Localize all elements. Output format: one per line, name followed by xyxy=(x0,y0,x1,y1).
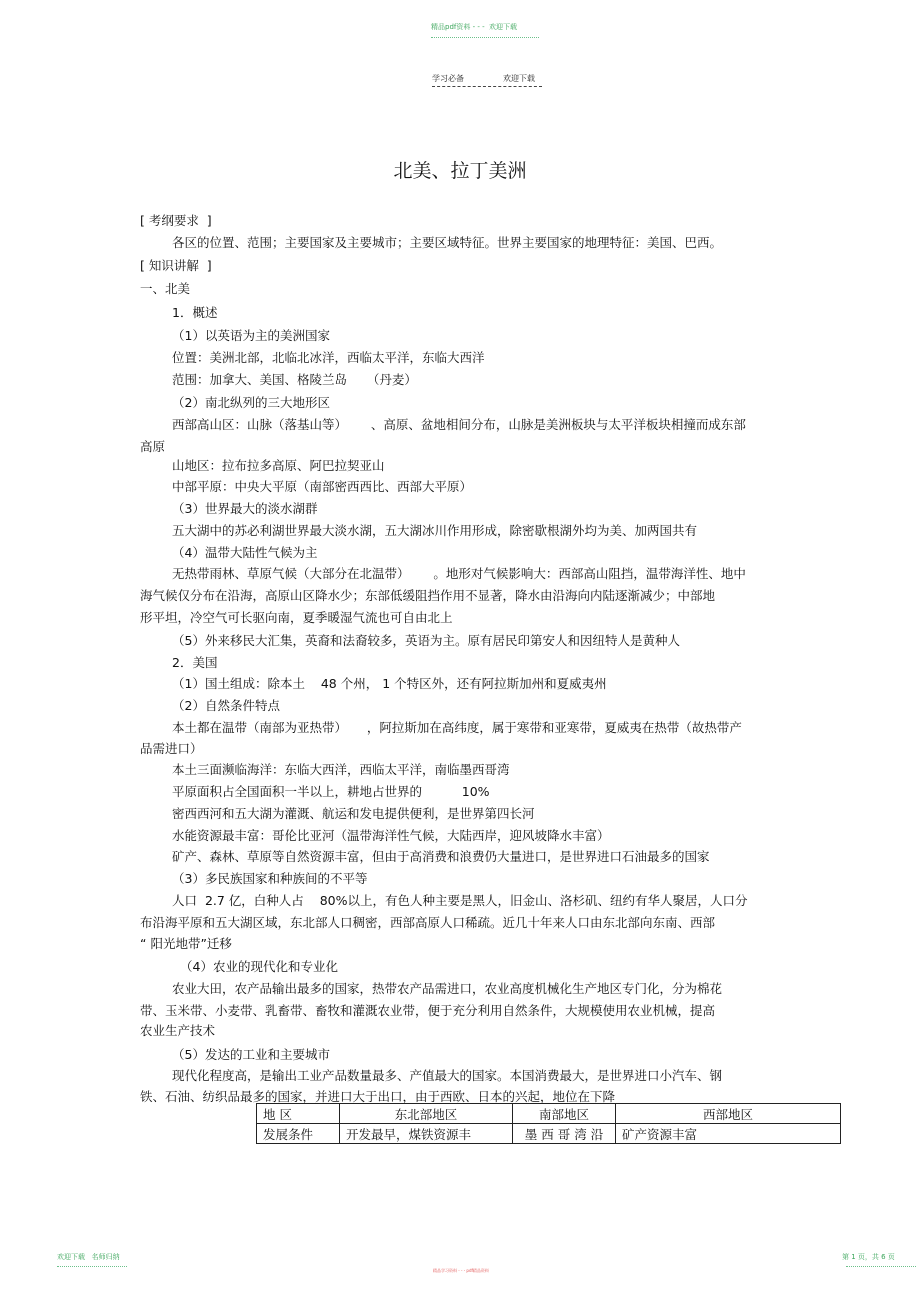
text-line: 各区的位置、范围；主要国家及主要城市；主要区域特征。世界主要国家的地理特征：美国、巴西。 xyxy=(172,235,723,250)
text-line: （3）多民族国家和种族间的不平等 xyxy=(172,871,368,886)
text-line: 人口 2.7 亿，白种人占 80%以上，有色人种主要是黑人，旧金山、洛杉矶、纽约有华人聚居，人口分 xyxy=(172,893,748,908)
table-row xyxy=(257,1124,841,1144)
footer-left-divider xyxy=(57,1266,127,1267)
text-line: 矿产、森林、草原等自然资源丰富，但由于高消费和浪费仍大量进口，是世界进口石油最多的国家 xyxy=(172,849,710,864)
text-line: 农业大田，农产品输出最多的国家，热带农产品需进口，农业高度机械化生产地区专门化，分为棉花 xyxy=(172,981,723,996)
table-header-cell: 西部地区 xyxy=(616,1104,841,1124)
header-left: 学习必备 xyxy=(432,74,464,83)
text-line: 密西西河和五大湖为灌溉、航运和发电提供便利，是世界第四长河 xyxy=(172,806,535,821)
header-right: 欢迎下载 xyxy=(503,74,535,83)
text-line: 农业生产技术 xyxy=(140,1023,216,1038)
text-line: （2）南北纵列的三大地形区 xyxy=(172,395,330,410)
text-line: （5）外来移民大汇集，英裔和法裔较多，英语为主。原有居民印第安人和因纽特人是黄种人 xyxy=(172,633,680,648)
subheading: 1．概述 xyxy=(172,305,218,320)
text-line: 水能资源最丰富：哥伦比亚河（温带海洋性气候，大陆西岸，迎风坡降水丰富） xyxy=(172,828,610,843)
subheading: 2．美国 xyxy=(172,655,218,670)
table-cell: 开发最早，煤铁资源丰 xyxy=(340,1124,513,1144)
table-header-cell: 南部地区 xyxy=(513,1104,616,1124)
text-line: （5）发达的工业和主要城市 xyxy=(172,1047,330,1062)
text-line: 平原面积占全国面积一半以上，耕地占世界的 10% xyxy=(172,784,490,799)
text-line: （4）农业的现代化和专业化 xyxy=(180,959,338,974)
footer-right-divider xyxy=(846,1266,916,1267)
table-header-row xyxy=(257,1104,841,1124)
section-heading: 一、北美 xyxy=(140,281,191,296)
text-line: 现代化程度高，是输出工业产品数量最多、产值最大的国家。本国消费最大，是世界进口小汽车、钢 xyxy=(172,1068,723,1083)
text-line: 本土三面濒临海洋：东临大西洋，西临太平洋，南临墨西哥湾 xyxy=(172,762,510,777)
text-line: （1）以英语为主的美洲国家 xyxy=(172,328,330,343)
watermark-divider xyxy=(431,37,539,38)
section-heading: [ 知识讲解 ] xyxy=(140,258,212,273)
text-line: 西部高山区：山脉（落基山等） 、高原、盆地相间分布，山脉是美洲板块与太平洋板块相撞而成东部 xyxy=(172,417,746,432)
text-line: 中部平原：中央大平原（南部密西西比、西部大平原） xyxy=(172,479,473,494)
footer-center: 精品学习资料 - - - pdf精品资料 xyxy=(433,1268,489,1273)
text-line: 无热带雨林、草原气候（大部分在北温带） 。地形对气候影响大：西部高山阻挡，温带海洋性、地中 xyxy=(172,566,746,581)
text-line: 形平坦，冷空气可长驱向南，夏季暖湿气流也可自由北上 xyxy=(140,610,453,625)
text-line: 海气候仅分布在沿海，高原山区降水少；东部低缓阻挡作用不显著，降水由沿海向内陆逐渐减少；中部地 xyxy=(140,588,716,603)
table-header-cell: 东北部地区 xyxy=(340,1104,513,1124)
footer-left: 欢迎下载 名师归纳 xyxy=(57,1253,120,1261)
watermark-top: 精品pdf资料 - - - 欢迎下载 xyxy=(431,23,518,31)
text-line: 铁、石油、纺织品最多的国家，并进口大于出口，由于西欧、日本的兴起，地位在下降 xyxy=(140,1089,616,1104)
text-line: （2）自然条件特点 xyxy=(172,698,280,713)
text-line: （3）世界最大的淡水湖群 xyxy=(172,501,318,516)
text-line: 高原 xyxy=(140,439,166,454)
table-cell: 墨 西 哥 湾 沿 xyxy=(513,1124,616,1144)
text-line: “ 阳光地带”迁移 xyxy=(140,936,232,951)
text-line: 带、玉米带、小麦带、乳畜带、畜牧和灌溉农业带，便于充分利用自然条件，大规模使用农业机械，提高 xyxy=(140,1003,716,1018)
text-line: （4）温带大陆性气候为主 xyxy=(172,545,318,560)
region-table xyxy=(256,1103,841,1144)
text-line: 本土都在温带（南部为亚热带） ，阿拉斯加在高纬度，属于寒带和亚寒带，夏威夷在热带（故热带产 xyxy=(172,720,742,735)
text-line: 山地区：拉布拉多高原、阿巴拉契亚山 xyxy=(172,458,385,473)
page-number: 第 1 页，共 6 页 xyxy=(842,1253,895,1261)
text-line: 布沿海平原和五大湖区域，东北部人口稠密，西部高原人口稀疏。近几十年来人口由东北部向东南、西部 xyxy=(140,915,716,930)
table-cell: 矿产资源丰富 xyxy=(616,1124,841,1144)
page-title: 北美、拉丁美洲 xyxy=(393,160,527,182)
text-line: 品需进口） xyxy=(140,741,203,756)
text-line: 范围：加拿大、美国、格陵兰岛 （丹麦） xyxy=(172,372,417,387)
text-line: （1）国土组成：除本土 48 个州， 1 个特区外，还有阿拉斯加州和夏威夷州 xyxy=(172,676,607,691)
text-line: 位置：美洲北部，北临北冰洋，西临太平洋，东临大西洋 xyxy=(172,350,485,365)
table-cell: 发展条件 xyxy=(257,1124,340,1144)
text-line: 五大湖中的苏必利湖世界最大淡水湖，五大湖冰川作用形成，除密歇根湖外均为美、加两国共有 xyxy=(172,523,698,538)
table-header-cell: 地 区 xyxy=(257,1104,340,1124)
header-divider xyxy=(432,86,542,87)
section-heading: [ 考纲要求 ] xyxy=(140,213,212,228)
